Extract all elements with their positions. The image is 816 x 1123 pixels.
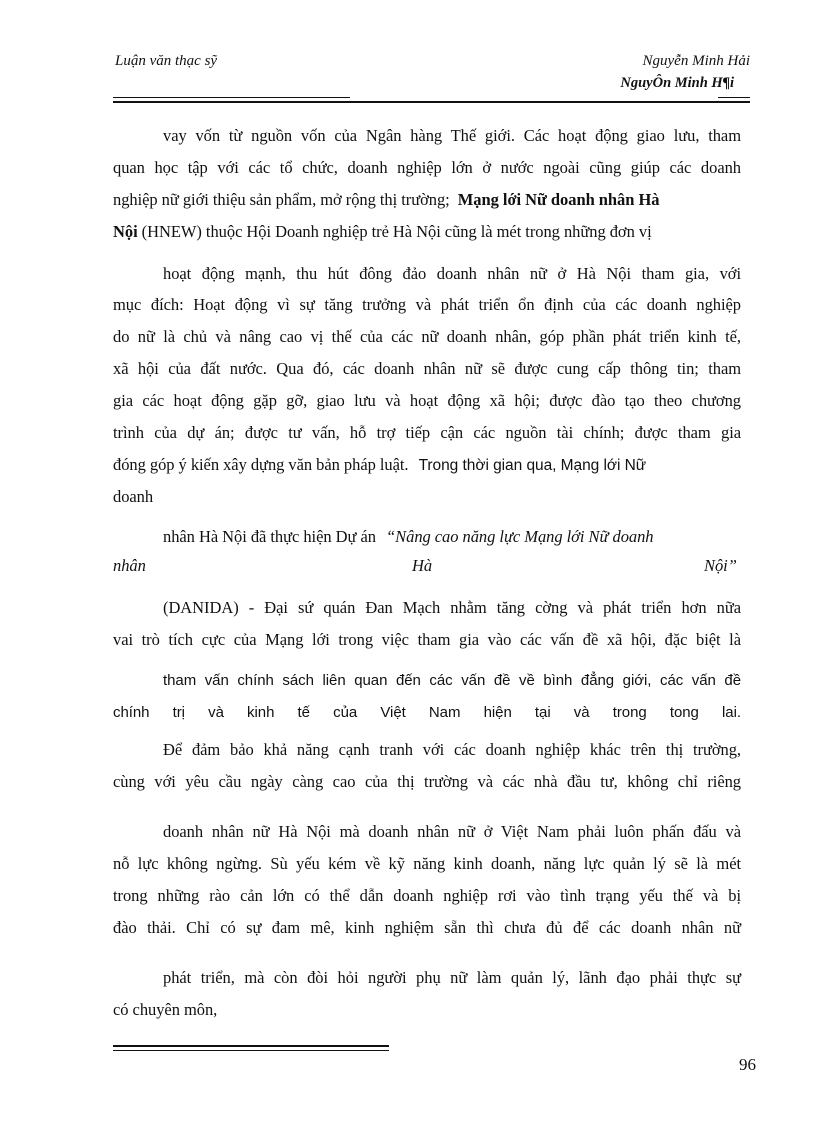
header-rule-main [113, 101, 750, 103]
text-line-7: do nữ là chủ và nâng cao vị thế của các nữ doanh nhân, góp phần phát triển kinh tế, [113, 327, 741, 346]
text-line-3-b: Mạng lới Nữ doanh nhân Hà [457, 190, 660, 209]
text-line-18: chính trị và kinh tế của Việt Nam hiện tại và trong tong lai. [113, 704, 741, 721]
text-line-4 [113, 222, 652, 242]
text-line-4-b: (HNEW) thuộc Hội Doanh nghiệp trẻ Hà Nội cũng là mét trong những đơn vị [137, 222, 652, 241]
text-line-21: doanh nhân nữ Hà Nội mà doanh nhân nữ ở Việt Nam phải luôn phấn đấu và [163, 822, 741, 841]
header-author-garbled: NguyÔn Minh H¶i [620, 75, 734, 91]
text-line-23: trong những rào cản lớn có thể dẫn doanh nghiệp rơi vào tình trạng yếu thế và bị [113, 886, 741, 905]
text-line-15: (DANIDA) - Đại sứ quán Đan Mạch nhằm tăng cờng và phát triển hơn nữa [163, 598, 741, 617]
text-line-11-a: đóng góp ý kiến xây dựng văn bản pháp luật. [113, 455, 409, 474]
text-line-13-b: “Nâng cao năng lực Mạng lới Nữ doanh [386, 527, 654, 546]
text-line-20: cùng với yêu cầu ngày càng cao của thị trường và các nhà đầu tư, không chỉ riêng [113, 772, 741, 791]
text-line-22: nỗ lực không ngừng. Sù yếu kém về kỹ năng kinh doanh, năng lực quản lý sẽ là mét [113, 854, 741, 873]
header-rule-right [718, 97, 750, 98]
text-line-8: xã hội của đất nước. Qua đó, các doanh nhân nữ sẽ được cung cấp thông tin; tham [113, 359, 741, 378]
text-line-14-a: nhân [113, 556, 146, 575]
text-line-26: có chuyên môn, [113, 1000, 218, 1019]
text-line-3 [113, 190, 659, 210]
page-number: 96 [739, 1055, 756, 1074]
text-line-1: vay vốn từ nguồn vốn của Ngân hàng Thế giới. Các hoạt động giao lưu, tham [163, 126, 741, 145]
text-line-6: mục đích: Hoạt động vì sự tăng trưởng và phát triển ổn định của các doanh nghiệp [113, 295, 741, 314]
text-line-11 [113, 455, 646, 475]
text-line-4-a: Nội [113, 222, 138, 241]
footer-rule-bottom [113, 1050, 389, 1051]
text-line-14-c: Nội” [704, 556, 737, 575]
text-line-9: gia các hoạt động gặp gỡ, giao lưu và hoạt động xã hội; được đào tạo theo chương [113, 391, 741, 410]
header-rule-top [113, 97, 350, 98]
text-line-3-a: nghiệp nữ giới thiệu sản phẩm, mở rộng thị trường; [113, 190, 450, 209]
text-line-16: vai trò tích cực của Mạng lới trong việc tham gia vào các vấn đề xã hội, đặc biệt là [113, 630, 741, 649]
text-line-24: đào thải. Chỉ có sự đam mê, kinh nghiệm sẵn thì chưa đủ để các doanh nhân nữ [113, 918, 741, 937]
text-line-13-a: nhân Hà Nội đã thực hiện Dự án [163, 527, 376, 546]
text-line-2: quan học tập với các tổ chức, doanh nghiệp lớn ở nước ngoài cũng giúp các doanh [113, 158, 741, 177]
text-line-5: hoạt động mạnh, thu hút đông đảo doanh nhân nữ ở Hà Nội tham gia, với [163, 264, 741, 283]
footer-rule-top [113, 1045, 389, 1047]
text-line-10: trình của dự án; được tư vấn, hỗ trợ tiếp cận các nguồn tài chính; được tham gia [113, 423, 741, 442]
text-line-12: doanh [113, 487, 154, 506]
header-author: Nguyễn Minh Hải [642, 53, 750, 69]
text-line-19: Để đảm bảo khả năng cạnh tranh với các doanh nghiệp khác trên thị trường, [163, 740, 741, 759]
text-line-14-b: Hà [412, 556, 433, 575]
header-left-title: Luận văn thạc sỹ [115, 53, 218, 69]
text-line-11-b: Trong thời gian qua, Mạng lới Nữ [418, 457, 647, 474]
text-line-17: tham vấn chính sách liên quan đến các vấn đề về bình đẳng giới, các vấn đề [163, 672, 741, 689]
text-line-13 [163, 527, 654, 547]
text-line-25: phát triển, mà còn đòi hỏi người phụ nữ làm quản lý, lãnh đạo phải thực sự [163, 968, 741, 987]
